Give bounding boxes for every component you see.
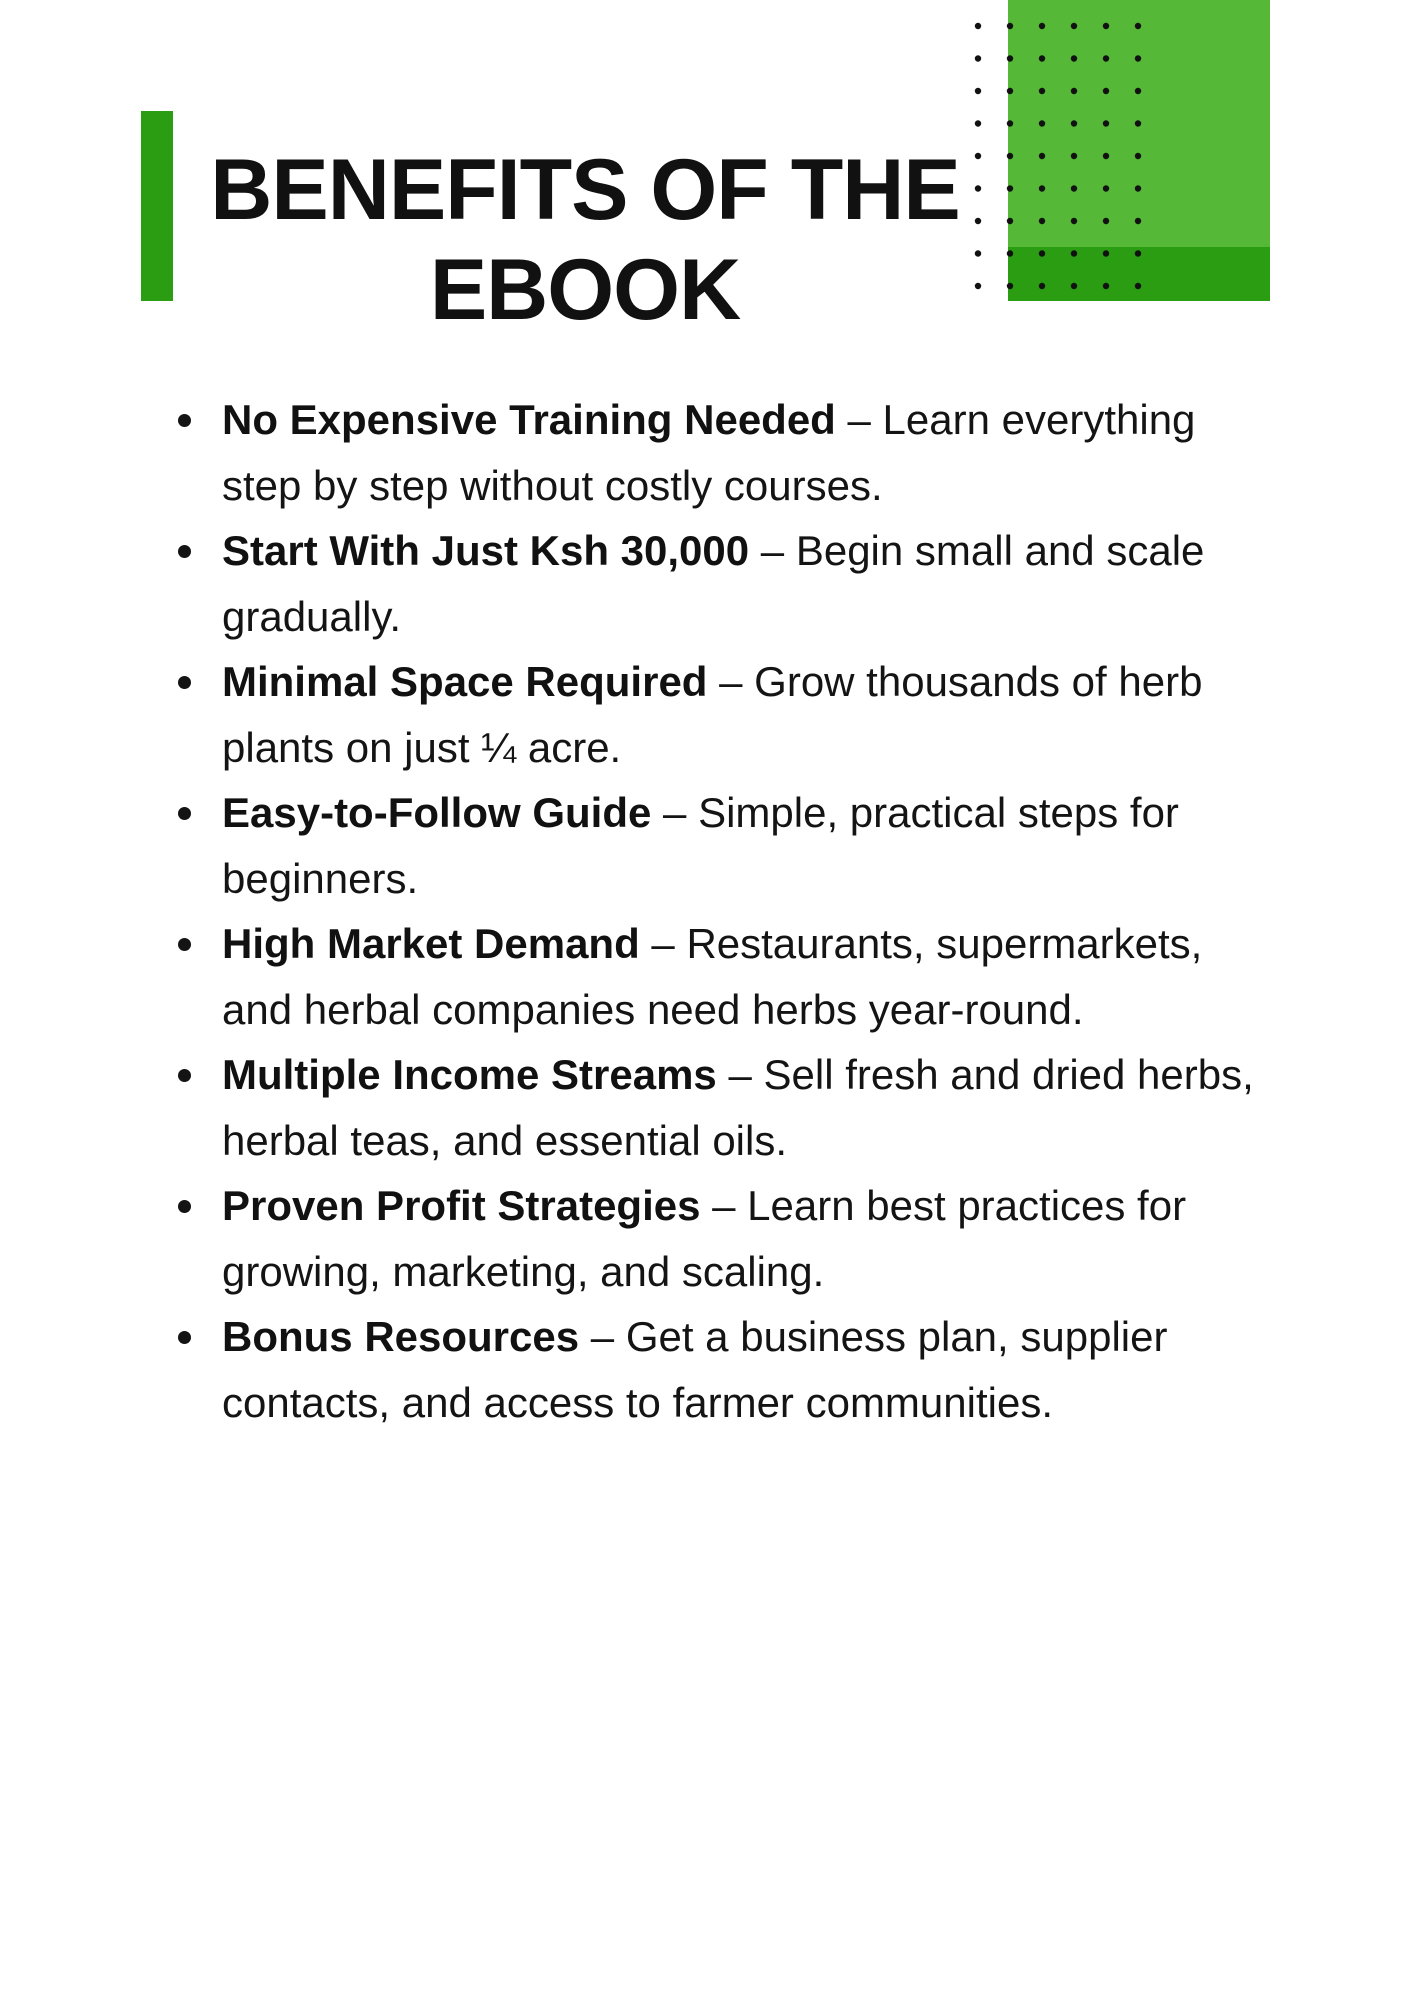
benefit-title: Start With Just Ksh 30,000 (222, 527, 750, 574)
list-item (170, 518, 1280, 649)
grid-dot (975, 55, 981, 61)
grid-dot (1039, 120, 1045, 126)
grid-dot (1103, 23, 1109, 29)
benefit-description: Learn everything step by step without costly courses. (222, 396, 1196, 509)
grid-dot (1039, 250, 1045, 256)
list-item (170, 1042, 1280, 1173)
benefit-title: High Market Demand (222, 920, 640, 967)
grid-dot (1039, 88, 1045, 94)
grid-dot (1071, 88, 1077, 94)
benefit-title: Multiple Income Streams (222, 1051, 717, 1098)
title-line-1: BENEFITS OF THE (210, 142, 960, 238)
benefit-separator: – (651, 789, 699, 836)
grid-dot (1103, 88, 1109, 94)
grid-dot (1103, 153, 1109, 159)
list-item (170, 780, 1280, 911)
benefit-title: Proven Profit Strategies (222, 1182, 701, 1229)
grid-dot (1007, 23, 1013, 29)
benefit-separator: – (579, 1313, 626, 1360)
benefit-description: Sell fresh and dried herbs, herbal teas, and essential oils. (222, 1051, 1254, 1164)
list-item (170, 649, 1280, 780)
bullet-icon (178, 938, 191, 951)
list-item (170, 1304, 1280, 1435)
benefit-description: Restaurants, supermarkets, and herbal companies need herbs year-round. (222, 920, 1203, 1033)
bullet-icon (178, 676, 191, 689)
benefit-title: Minimal Space Required (222, 658, 708, 705)
grid-dot (1071, 185, 1077, 191)
grid-dot (1135, 185, 1141, 191)
bullet-icon (178, 1069, 191, 1082)
list-item (170, 1173, 1280, 1304)
grid-dot (975, 23, 981, 29)
grid-dot (1039, 23, 1045, 29)
grid-dot (1071, 250, 1077, 256)
grid-dot (1071, 283, 1077, 289)
grid-dot (1039, 153, 1045, 159)
bullet-icon (178, 1331, 191, 1344)
benefit-separator: – (700, 1182, 748, 1229)
grid-dot (1103, 283, 1109, 289)
grid-dot (1007, 153, 1013, 159)
grid-dot (1071, 23, 1077, 29)
grid-dot (975, 120, 981, 126)
grid-dot (1071, 120, 1077, 126)
grid-dot (1103, 185, 1109, 191)
list-item (170, 911, 1280, 1042)
left-accent-bar (141, 111, 173, 301)
grid-dot (1071, 218, 1077, 224)
grid-dot (1135, 120, 1141, 126)
grid-dot (1039, 218, 1045, 224)
grid-dot (1071, 55, 1077, 61)
decorative-dot-grid (970, 18, 1150, 298)
title-line-2: EBOOK (429, 242, 741, 338)
grid-dot (1103, 120, 1109, 126)
grid-dot (975, 88, 981, 94)
benefits-list (170, 387, 1280, 1435)
grid-dot (1135, 250, 1141, 256)
grid-dot (1007, 120, 1013, 126)
benefit-description: Simple, practical steps for beginners. (222, 789, 1179, 902)
benefit-description: Grow thousands of herb plants on just ¼ acre. (222, 658, 1203, 771)
grid-dot (1103, 55, 1109, 61)
grid-dot (1135, 23, 1141, 29)
bullet-icon (178, 545, 191, 558)
benefit-title: No Expensive Training Needed (222, 396, 836, 443)
benefit-separator: – (716, 1051, 764, 1098)
grid-dot (1007, 283, 1013, 289)
page-title (180, 140, 990, 340)
grid-dot (1007, 218, 1013, 224)
bullet-icon (178, 1200, 191, 1213)
list-item (170, 387, 1280, 518)
grid-dot (1135, 55, 1141, 61)
grid-dot (1135, 88, 1141, 94)
benefit-separator: – (707, 658, 755, 705)
benefit-separator: – (749, 527, 796, 574)
grid-dot (1071, 153, 1077, 159)
grid-dot (1007, 250, 1013, 256)
bullet-icon (178, 807, 191, 820)
grid-dot (1007, 55, 1013, 61)
grid-dot (1039, 283, 1045, 289)
grid-dot (1135, 218, 1141, 224)
grid-dot (1007, 185, 1013, 191)
grid-dot (1039, 55, 1045, 61)
benefit-description: Get a business plan, supplier contacts, and access to farmer communities. (222, 1313, 1168, 1426)
grid-dot (1103, 250, 1109, 256)
grid-dot (1135, 153, 1141, 159)
grid-dot (1103, 218, 1109, 224)
benefit-description: Learn best practices for growing, marketing, and scaling. (222, 1182, 1187, 1295)
benefit-title: Easy-to-Follow Guide (222, 789, 652, 836)
bullet-icon (178, 414, 191, 427)
benefit-separator: – (639, 920, 687, 967)
benefit-title: Bonus Resources (222, 1313, 580, 1360)
grid-dot (1039, 185, 1045, 191)
benefit-description: Begin small and scale gradually. (222, 527, 1205, 640)
benefit-separator: – (835, 396, 883, 443)
grid-dot (1135, 283, 1141, 289)
grid-dot (1007, 88, 1013, 94)
